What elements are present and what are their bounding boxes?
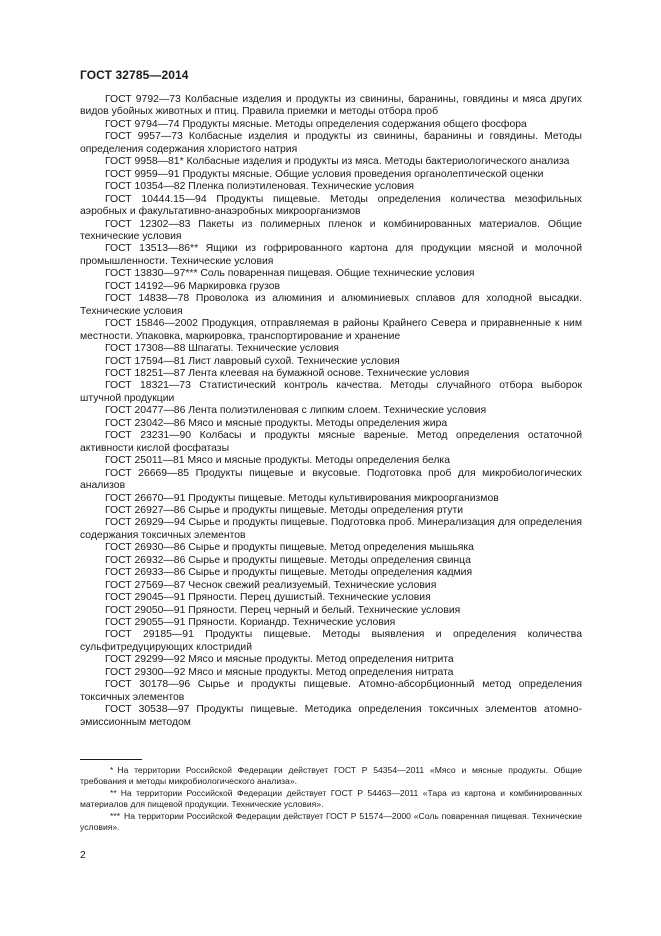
footnotes [80, 765, 582, 834]
reference-item: ГОСТ 26927—86 Сырье и продукты пищевые. Методы определения ртути [105, 504, 464, 516]
reference-item: ГОСТ 29045—91 Пряности. Перец душистый. Технические условия [105, 592, 431, 604]
reference-item: ГОСТ 29055—91 Пряности. Кориандр. Технические условия [105, 617, 396, 629]
reference-item: ГОСТ 30178—96 Сырье и продукты пищевые. Атомно-абсорбционный метод определения токсичных элементов [80, 679, 582, 703]
reference-item: ГОСТ 9959—91 Продукты мясные. Общие условия проведения органолептической оценки [105, 168, 544, 180]
reference-item: ГОСТ 30538—97 Продукты пищевые. Методика определения токсичных элементов атомно-эмиссионным методом [80, 704, 582, 728]
reference-item: ГОСТ 14192—96 Маркировка грузов [105, 280, 281, 292]
reference-item: ГОСТ 15846—2002 Продукция, отправляемая в районы Крайнего Севера и приравненные к ним местности. Упаковка, маркировка, транспортирование и хранение [80, 318, 582, 342]
reference-item: ГОСТ 10444.15—94 Продукты пищевые. Методы определения количества мезофильных аэробных и факультативно-анаэробных микроорганизмов [80, 193, 582, 218]
document-header: ГОСТ 32785—2014 [80, 68, 189, 82]
reference-item: ГОСТ 26933—86 Сырье и продукты пищевые. Методы определения кадмия [105, 567, 473, 579]
reference-item: ГОСТ 27569—87 Чеснок свежий реализуемый. Технические условия [105, 579, 437, 591]
reference-item: ГОСТ 9958—81* Колбасные изделия и продукты из мяса. Методы бактериологического анализа [105, 156, 570, 168]
reference-item: ГОСТ 10354—82 Пленка полиэтиленовая. Технические условия [105, 181, 414, 193]
reference-item: ГОСТ 29299—92 Мясо и мясные продукты. Метод определения нитрита [105, 654, 454, 666]
reference-item: ГОСТ 17594—81 Лист лавровый сухой. Технические условия [105, 355, 400, 367]
reference-item: ГОСТ 26932—86 Сырье и продукты пищевые. Методы определения свинца [105, 554, 471, 566]
footnote-separator [80, 759, 142, 760]
reference-item: ГОСТ 18321—73 Статистический контроль качества. Методы случайного отбора выборок штучной продукции [80, 380, 582, 404]
page-number: 2 [80, 849, 86, 861]
reference-item: ГОСТ 18251—87 Лента клеевая на бумажной основе. Технические условия [105, 367, 470, 379]
normative-references-list [80, 94, 582, 729]
footnote-mark: *** [110, 810, 121, 821]
reference-item: ГОСТ 12302—83 Пакеты из полимерных пленок и комбинированных материалов. Общие технические условия [80, 218, 582, 242]
footnote-text: На территории Российской Федерации действует ГОСТ Р 54354—2011 «Мясо и мясные продукты. Общие требования и методы микробиологического анализа». [80, 765, 582, 787]
footnote-mark: * [110, 765, 114, 775]
footnote-item [80, 765, 582, 787]
footnote-item [80, 788, 582, 810]
footnote-text: На территории Российской Федерации действует ГОСТ Р 54463—2011 «Тара из картона и комбинированных материалов для пищевой продукции. Технические условия». [80, 787, 582, 810]
footnote-item [80, 811, 582, 833]
reference-item: ГОСТ 23042—86 Мясо и мясные продукты. Методы определения жира [105, 417, 448, 429]
reference-item: ГОСТ 9957—73 Колбасные изделия и продукты из свинины, баранины и говядины. Методы определения содержания хлористого натрия [80, 131, 582, 155]
reference-item: ГОСТ 29300—92 Мясо и мясные продукты. Метод определения нитрата [105, 666, 454, 678]
reference-item: ГОСТ 23231—90 Колбасы и продукты мясные вареные. Метод определения остаточной активности кислой фосфатазы [80, 430, 582, 454]
reference-item: ГОСТ 29185—91 Продукты пищевые. Методы выявления и определения количества сульфитредуцирующих клостридий [80, 629, 582, 653]
reference-item: ГОСТ 25011—81 Мясо и мясные продукты. Методы определения белка [105, 455, 450, 467]
reference-item: ГОСТ 26670—91 Продукты пищевые. Методы культивирования микроорганизмов [105, 492, 499, 504]
footnote-text: На территории Российской Федерации действует ГОСТ Р 51574—2000 «Соль поваренная пищевая. Технические условия». [80, 810, 582, 833]
reference-item: ГОСТ 17308—88 Шпагаты. Технические условия [105, 343, 339, 355]
reference-item: ГОСТ 13513—86** Ящики из гофрированного картона для продукции мясной и молочной промышленности. Технические условия [80, 243, 582, 267]
reference-item: ГОСТ 29050—91 Пряности. Перец черный и белый. Технические условия [105, 604, 461, 616]
reference-item: ГОСТ 13830—97*** Соль поваренная пищевая. Общие технические условия [105, 268, 475, 280]
reference-item: ГОСТ 14838—78 Проволока из алюминия и алюминиевых сплавов для холодной высадки. Технические условия [80, 293, 582, 317]
reference-item: ГОСТ 20477—86 Лента полиэтиленовая с липким слоем. Технические условия [105, 405, 487, 417]
reference-item: ГОСТ 9792—73 Колбасные изделия и продукты из свинины, баранины, говядины и мяса других видов убойных животных и птиц. Правила приемки и методы отбора проб [80, 94, 582, 118]
reference-item: ГОСТ 9794—74 Продукты мясные. Методы определения содержания общего фосфора [105, 118, 527, 130]
footnote-mark: ** [110, 787, 117, 798]
reference-item: ГОСТ 26669—85 Продукты пищевые и вкусовые. Подготовка проб для микробиологических анализов [80, 467, 582, 492]
reference-item: ГОСТ 26930—86 Сырье и продукты пищевые. Метод определения мышьяка [105, 542, 474, 554]
reference-item: ГОСТ 26929—94 Сырье и продукты пищевые. Подготовка проб. Минерализация для определения содержания токсичных элементов [80, 517, 582, 541]
